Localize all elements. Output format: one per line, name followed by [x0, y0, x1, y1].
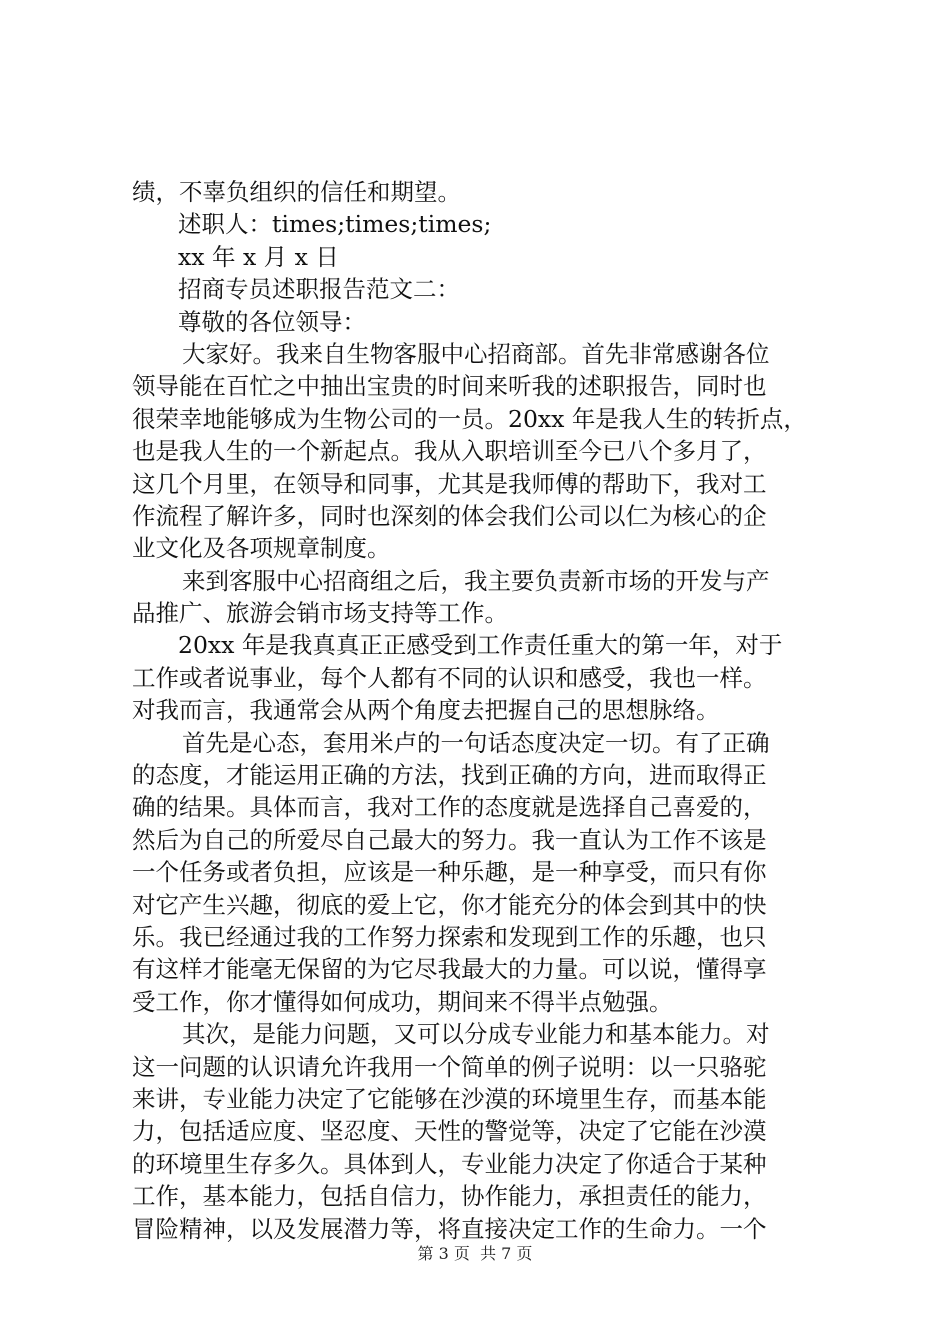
page-footer	[0, 1244, 950, 1264]
page-number-label: 第 3 页 共 7 页	[417, 1244, 533, 1263]
text-line: 也是我人生的一个新起点。我从入职培训至今已八个多月了，	[132, 437, 767, 466]
text-line: 有这样才能毫无保留的为它尽我最大的力量。可以说，懂得享	[132, 955, 767, 984]
text-line: 品推广、旅游会销市场支持等工作。	[132, 599, 508, 628]
text-line: 述职人：times;times;times;	[178, 210, 492, 239]
text-line: 作流程了解许多，同时也深刻的体会我们公司以仁为核心的企	[132, 501, 767, 530]
document-body	[132, 176, 832, 1245]
text-line: 的环境里生存多久。具体到人，专业能力决定了你适合于某种	[132, 1149, 767, 1178]
text-line: 确的结果。具体而言，我对工作的态度就是选择自己喜爱的，	[132, 793, 767, 822]
text-line: 来到客服中心招商组之后，我主要负责新市场的开发与产	[182, 566, 770, 595]
text-line: 工作或者说事业，每个人都有不同的认识和感受，我也一样。	[132, 663, 767, 692]
text-line: 来讲，专业能力决定了它能够在沙漠的环境里生存，而基本能	[132, 1084, 767, 1113]
text-line: 招商专员述职报告范文二：	[178, 275, 460, 304]
text-line: 大家好。我来自生物客服中心招商部。首先非常感谢各位	[182, 339, 770, 368]
text-line: xx 年 x 月 x 日	[178, 242, 339, 271]
text-line: 力，包括适应度、坚忍度、天性的警觉等，决定了它能在沙漠	[132, 1117, 767, 1146]
text-line: 其次，是能力问题，又可以分成专业能力和基本能力。对	[182, 1020, 770, 1049]
text-line: 绩，不辜负组织的信任和期望。	[132, 178, 461, 206]
text-line: 20xx 年是我真真正正感受到工作责任重大的第一年，对于	[178, 631, 783, 660]
text-line: 乐。我已经通过我的工作努力探索和发现到工作的乐趣，也只	[132, 922, 767, 951]
text-line: 很荣幸地能够成为生物公司的一员。20xx 年是我人生的转折点，	[132, 404, 807, 433]
text-line: 的态度，才能运用正确的方法，找到正确的方向，进而取得正	[132, 761, 767, 790]
text-line: 一个任务或者负担，应该是一种乐趣，是一种享受，而只有你	[132, 858, 767, 887]
text-line: 然后为自己的所爱尽自己最大的努力。我一直认为工作不该是	[132, 825, 767, 854]
text-line: 首先是心态，套用米卢的一句话态度决定一切。有了正确	[182, 728, 770, 757]
text-line: 工作，基本能力，包括自信力，协作能力，承担责任的能力，	[132, 1182, 767, 1211]
text-line: 对它产生兴趣，彻底的爱上它，你才能充分的体会到其中的快	[132, 890, 767, 919]
text-line: 尊敬的各位领导：	[178, 307, 366, 336]
text-line: 冒险精神，以及发展潜力等，将直接决定工作的生命力。一个	[132, 1214, 767, 1243]
text-line: 这几个月里，在领导和同事，尤其是我师傅的帮助下，我对工	[132, 469, 767, 498]
text-line: 业文化及各项规章制度。	[132, 534, 391, 563]
text-line: 领导能在百忙之中抽出宝贵的时间来听我的述职报告，同时也	[132, 372, 767, 401]
text-line: 受工作，你才懂得如何成功，期间来不得半点勉强。	[132, 987, 673, 1016]
text-line: 这一问题的认识请允许我用一个简单的例子说明：以一只骆驼	[132, 1052, 767, 1081]
text-line: 对我而言，我通常会从两个角度去把握自己的思想脉络。	[132, 696, 720, 725]
